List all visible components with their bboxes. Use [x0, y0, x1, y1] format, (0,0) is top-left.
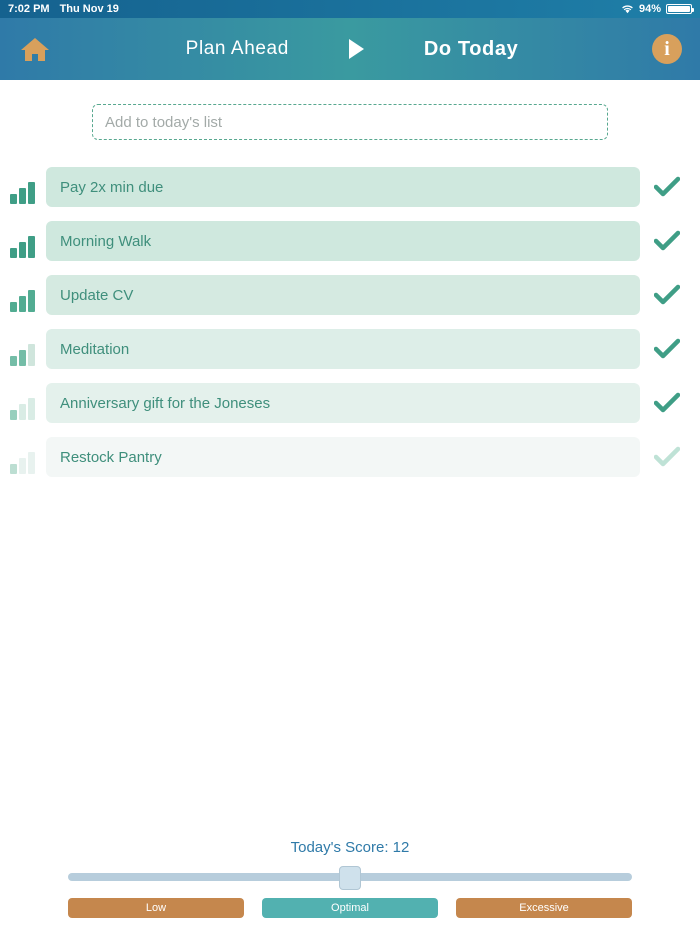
battery-percent: 94%: [638, 3, 661, 15]
status-bar-right: [621, 3, 692, 15]
task-pill[interactable]: [46, 383, 640, 423]
check-icon[interactable]: [650, 278, 684, 312]
task-pill[interactable]: [46, 329, 640, 369]
navigation-bar: [0, 18, 700, 80]
tab-plan-ahead[interactable]: Plan Ahead: [185, 38, 289, 59]
task-row: [0, 322, 700, 376]
todays-score-label: Today's Score: 12: [290, 839, 410, 856]
slider-thumb[interactable]: [339, 866, 361, 890]
task-pill[interactable]: [46, 221, 640, 261]
priority-bars-icon[interactable]: [10, 170, 40, 204]
priority-bars-icon[interactable]: [10, 224, 40, 258]
score-footer: [0, 839, 700, 918]
check-icon[interactable]: [650, 440, 684, 474]
tab-do-today[interactable]: Do Today: [423, 37, 519, 60]
priority-bars-icon[interactable]: [10, 386, 40, 420]
task-label: Restock Pantry: [60, 448, 162, 466]
home-icon[interactable]: [18, 32, 52, 66]
task-pill[interactable]: [46, 275, 640, 315]
check-icon[interactable]: [650, 170, 684, 204]
priority-bars-icon[interactable]: [10, 440, 40, 474]
check-icon[interactable]: [650, 224, 684, 258]
task-label: Update CV: [60, 286, 134, 304]
status-date: Thu Nov 19: [59, 3, 119, 15]
task-row: [0, 268, 700, 322]
nav-titles: [52, 38, 652, 61]
task-row: [0, 430, 700, 484]
task-row: [0, 214, 700, 268]
priority-bars-icon[interactable]: [10, 278, 40, 312]
task-label: Pay 2x min due: [60, 178, 164, 196]
zone-low[interactable]: Low: [68, 898, 244, 918]
check-icon[interactable]: [650, 332, 684, 366]
info-icon[interactable]: i: [652, 34, 682, 64]
zone-optimal[interactable]: Optimal: [262, 898, 438, 918]
check-icon[interactable]: [650, 386, 684, 420]
task-pill[interactable]: [46, 437, 640, 477]
status-bar: [0, 0, 700, 18]
zone-excessive[interactable]: Excessive: [456, 898, 632, 918]
task-label: Meditation: [60, 340, 130, 358]
add-task-row: [0, 104, 700, 140]
task-row: [0, 376, 700, 430]
status-bar-left: [8, 3, 119, 15]
task-label: Morning Walk: [60, 232, 152, 250]
battery-fill: [668, 6, 690, 12]
main-content: [0, 80, 700, 484]
score-zones: [0, 898, 700, 918]
play-arrow-icon[interactable]: [349, 39, 364, 59]
score-slider[interactable]: [0, 866, 700, 888]
task-label: Anniversary gift for the Joneses: [60, 394, 271, 412]
task-list: [0, 160, 700, 484]
wifi-icon: [621, 4, 634, 14]
task-pill[interactable]: [46, 167, 640, 207]
priority-bars-icon[interactable]: [10, 332, 40, 366]
battery-icon: [666, 4, 692, 14]
task-row: [0, 160, 700, 214]
status-time: 7:02 PM: [8, 3, 50, 15]
add-task-input[interactable]: [92, 104, 608, 140]
